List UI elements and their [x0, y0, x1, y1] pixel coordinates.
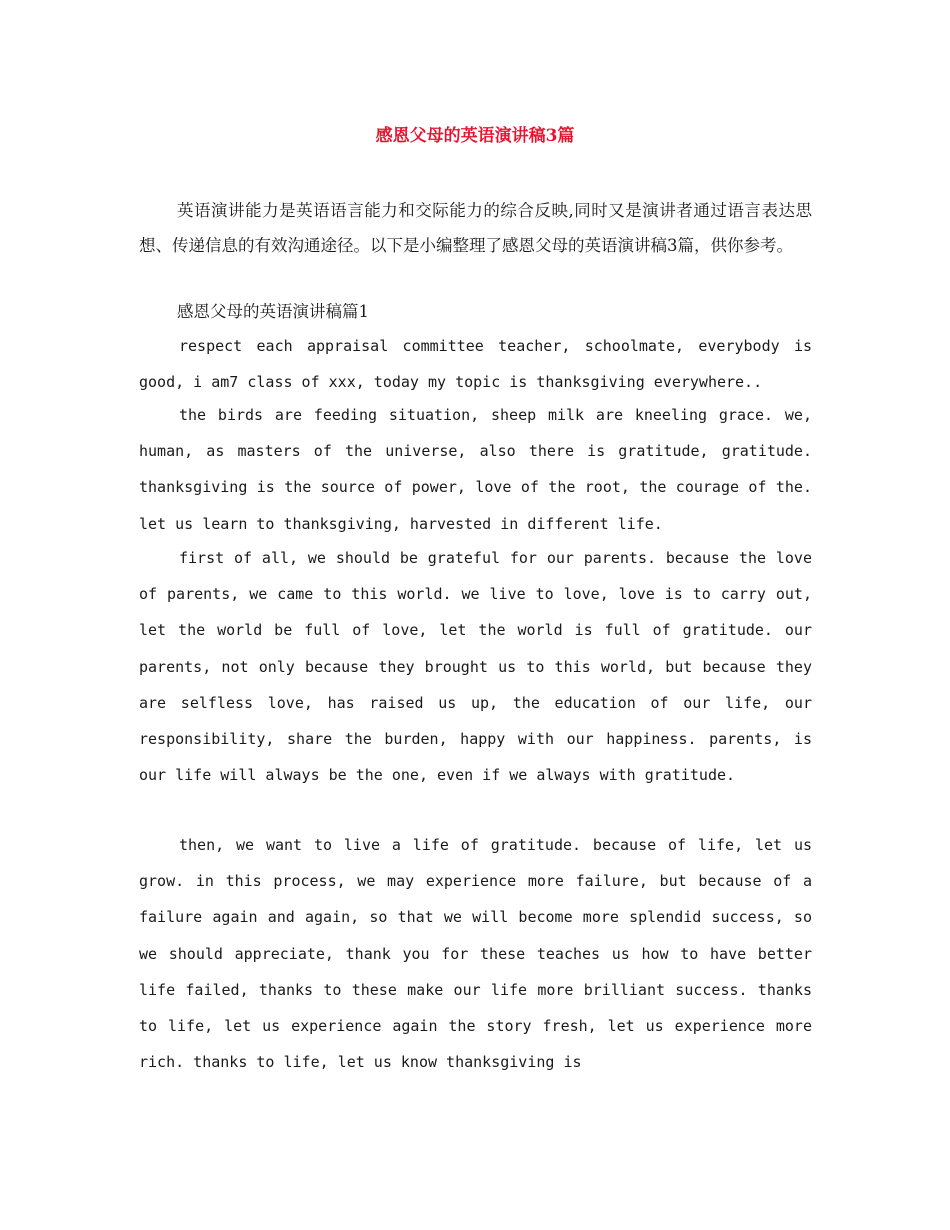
section-heading: 感恩父母的英语演讲稿篇1 — [177, 302, 369, 321]
intro-paragraph: 英语演讲能力是英语语言能力和交际能力的综合反映,同时又是演讲者通过语言表达思想、传递信息的有效沟通途径。以下是小编整理了感恩父母的英语演讲稿3篇，供你参考。 — [139, 201, 812, 255]
paragraph-1: respect each appraisal committee teacher, schoolmate, everybody is good, i am7 class of xxx, today my topic is thanksgiving everywhere.. — [139, 337, 812, 392]
paragraph-4: then, we want to live a life of gratitude. because of life, let us grow. in this process, we may experience more failure, but because of a failure again and again, so that we will become more splendid success, so we should appreciate, thank you for these teaches us how to have better life failed, thanks to these make our life more brilliant success. thanks to life, let us experience again the story fresh, let us experience more rich. thanks to life, let us know thanksgiving is — [139, 836, 812, 1072]
document-title: 感恩父母的英语演讲稿3篇 — [375, 126, 575, 146]
paragraph-3: first of all, we should be grateful for our parents. because the love of parents, we came to this world. we live to love, love is to carry out, let the world be full of love, let the world is full of gratitude. our parents, not only because they brought us to this world, but because they are selfless love, has raised us up, the education of our life, our responsibility, share the burden, happy with our happiness. parents, is our life will always be the one, even if we always with gratitude. — [139, 549, 812, 785]
paragraph-2: the birds are feeding situation, sheep milk are kneeling grace. we, human, as masters of the universe, also there is gratitude, gratitude. thanksgiving is the source of power, love of the root, the courage of the. let us learn to thanksgiving, harvested in different life. — [139, 406, 812, 533]
